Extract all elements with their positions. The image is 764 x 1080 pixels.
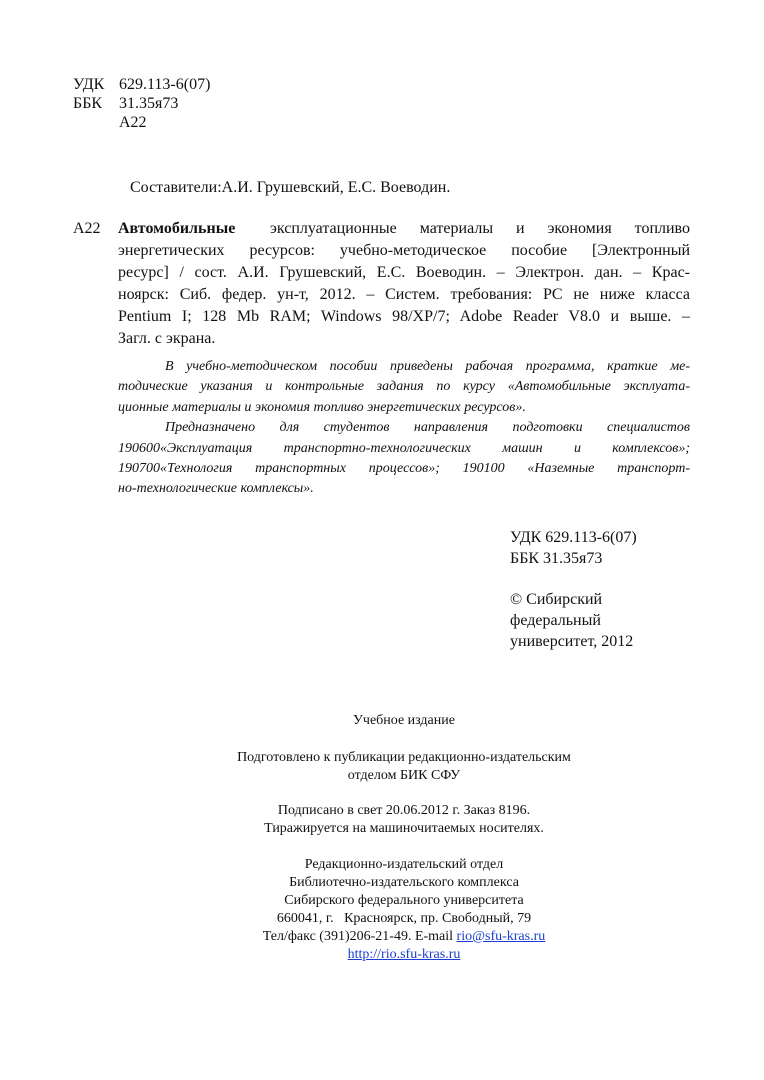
bib-line: энергетических ресурсов: учебно-методическое пособие [Электронный (118, 242, 690, 259)
abstract-line: тодические указания и контрольные задания по курсу «Автомобильные эксплуата- (118, 379, 690, 394)
prepared-line: Подготовлено к публикации редакционно-издательским (237, 750, 571, 765)
publisher-line: Редакционно-издательский отдел (304, 857, 504, 872)
abstract-line: 190700«Технология транспортных процессов»; 190100 «Наземные транспорт- (118, 461, 690, 476)
abstract-line: Предназначено для студентов направления подготовки специалистов (165, 420, 690, 435)
bib-line: ноярск: Сиб. федер. ун-т, 2012. – Систем. требования: PC не ниже класса (118, 286, 690, 303)
udk-value: 629.113-6(07) (119, 76, 211, 93)
bib-title: Автомобильные (118, 220, 236, 237)
udk-label: УДК (73, 76, 105, 93)
bib-line: ресурс] / сост. А.И. Грушевский, Е.С. Воеводин. – Электрон. дан. – Крас- (118, 264, 690, 281)
edition-type: Учебное издание (353, 713, 455, 728)
prepared-line: отделом БИК СФУ (347, 768, 461, 783)
publisher-address: 660041, г. Красноярск, пр. Свободный, 79 (276, 911, 532, 926)
publisher-line: Сибирского федерального университета (284, 893, 524, 908)
copyright-line: университет, 2012 (510, 633, 634, 650)
publisher-line: Библиотечно-издательского комплекса (289, 875, 519, 890)
abstract-line: но-технологические комплексы». (118, 481, 314, 496)
copyright-line: © Сибирский (510, 591, 603, 608)
email-link[interactable]: rio@sfu-kras.ru (456, 929, 546, 944)
signed-line: Подписано в свет 20.06.2012 г. Заказ 8196. (277, 803, 531, 818)
url-line (0, 946, 764, 964)
website-link[interactable]: http://rio.sfu-kras.ru (347, 947, 461, 962)
bib-line: Автомобильные эксплуатационные материалы и экономия топливо (118, 220, 690, 237)
author-mark: А22 (119, 114, 147, 131)
bbk-value: 31.35я73 (119, 95, 179, 112)
bib-line: Загл. с экрана. (118, 330, 216, 347)
phone-text: Тел/факс (391)206-21-49. E-mail (262, 929, 457, 944)
abstract-line: ционные материалы и экономия топливо энергетических ресурсов». (118, 400, 526, 415)
compilers: Составители:А.И. Грушевский, Е.С. Воеводин. (130, 179, 451, 196)
bib-mark: А22 (73, 220, 101, 237)
copyright-line: федеральный (510, 612, 601, 629)
contact-line (0, 928, 764, 946)
signed-line: Тиражируется на машиночитаемых носителях. (264, 821, 544, 836)
right-bbk: ББК 31.35я73 (510, 550, 603, 567)
bib-line: Pentium I; 128 Mb RAM; Windows 98/XP/7; Adobe Reader V8.0 и выше. – (118, 308, 690, 325)
bbk-label: ББК (73, 95, 103, 112)
abstract-line: В учебно-методическом пособии приведены рабочая программа, краткие ме- (165, 359, 690, 374)
abstract-line: 190600«Эксплуатация транспортно-технологических машин и комплексов»; (118, 441, 690, 456)
right-udk: УДК 629.113-6(07) (510, 529, 637, 546)
